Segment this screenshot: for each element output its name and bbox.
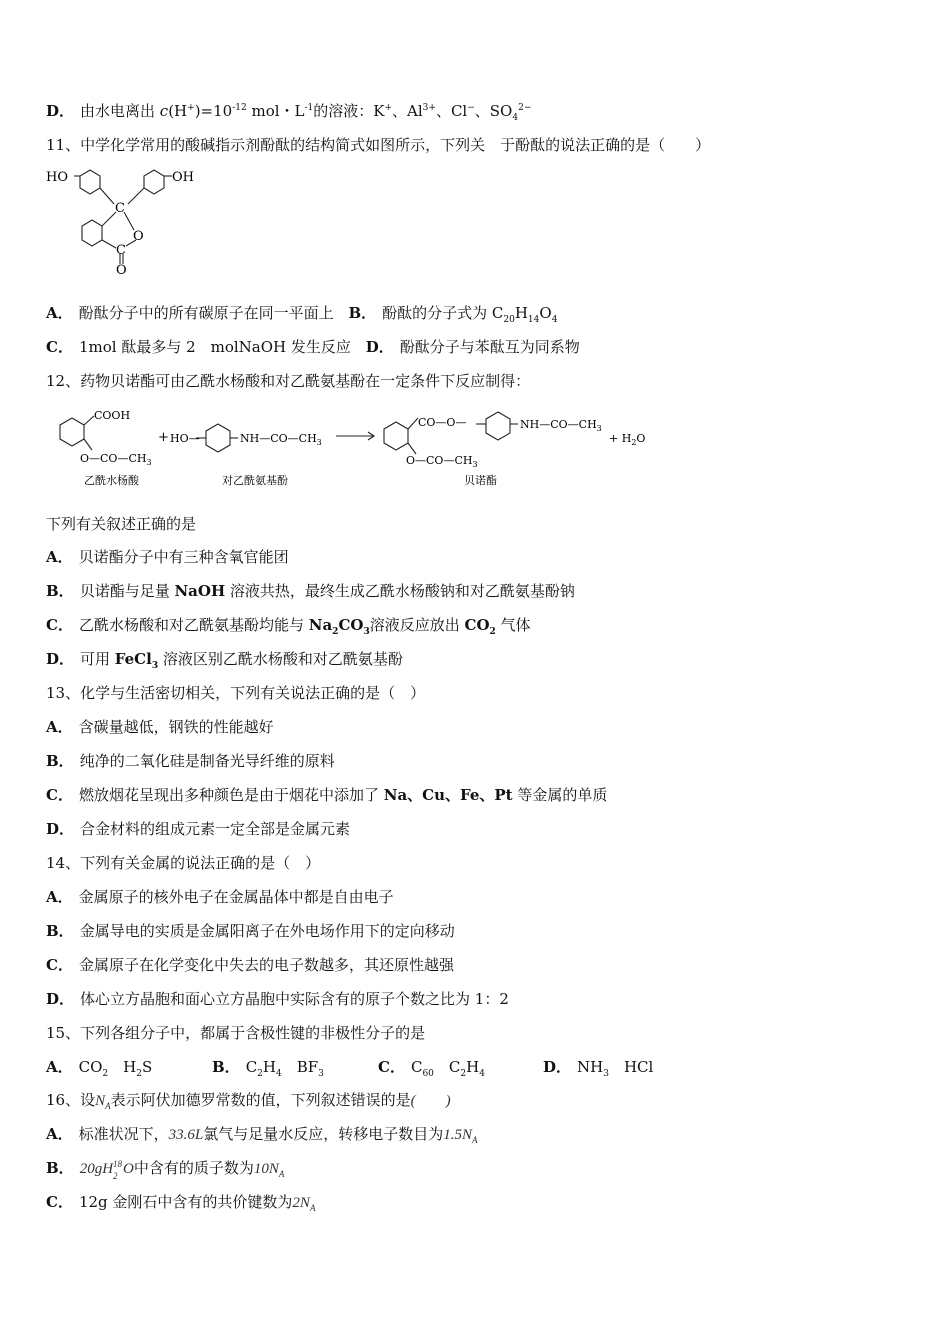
benorilate-reaction-scheme	[44, 404, 644, 490]
q13-option-c: C． 燃放烟花呈现出多种颜色是由于烟花中添加了 Na、Cu、Fe、Pt 等金属的单质	[46, 786, 608, 804]
q13-stem: 13、化学与生活密切相关，下列有关说法正确的是（ ）	[46, 684, 426, 702]
q12-intro: 下列有关叙述正确的是	[46, 515, 197, 533]
central-carbon-label: C	[115, 201, 125, 216]
q14-stem: 14、下列有关金属的说法正确的是（ ）	[46, 854, 321, 872]
q11-options-ab: A． 酚酞分子中的所有碳原子在同一平面上 B． 酚酞的分子式为 $C_{20}H_{14}O_4$	[46, 304, 558, 325]
phenolphthalein-structure	[44, 164, 204, 279]
q13-option-a: A． 含碳量越低，钢铁的性能越好	[46, 718, 274, 736]
reactant-name-2: 对乙酰氨基酚	[222, 474, 288, 487]
q12-option-c: C． 乙酰水杨酸和对乙酰氨基酚均能与 $Na_2CO_3$溶液反应放出 $CO_2$ 气体	[46, 616, 531, 637]
ring-oxygen-label: O	[133, 229, 144, 244]
cooh-group: COOH	[94, 409, 131, 422]
q12-option-a: A． 贝诺酯分子中有三种含氧官能团	[46, 548, 289, 566]
q14-option-d: D． 体心立方晶胞和面心立方晶胞中实际含有的原子个数之比为 1：2	[46, 990, 509, 1008]
q15-option-d: D． $NH_3$ HCl	[543, 1058, 654, 1079]
q14-option-c: C． 金属原子在化学变化中失去的电子数越多，其还原性越强	[46, 956, 454, 974]
q14-option-b: B． 金属导电的实质是金属阳离子在外电场作用下的定向移动	[46, 922, 455, 940]
carbonyl-carbon-label: C	[116, 243, 126, 258]
q15-option-c: C． $C_{60}$ $C_2H_4$	[378, 1058, 485, 1079]
q13-option-b: B． 纯净的二氧化硅是制备光导纤维的原料	[46, 752, 335, 770]
ester-linkage: CO—O—	[418, 416, 467, 429]
carbonyl-oxygen-label: O	[116, 263, 127, 278]
hydroxy-group: HO—	[170, 432, 200, 445]
oh-label: OH	[172, 170, 194, 185]
acetamido-group-2: $NH—CO—CH_3$	[520, 418, 602, 433]
reactant-name-1: 乙酰水杨酸	[84, 474, 139, 487]
q10-option-d: D． 由水电离出 $c(H^+)=10^{-12}$ mol・$L^{-1}$的溶液：K+、$Al^{3+}$、Cl−、$SO_4^{2-}$	[46, 102, 532, 123]
product-name: 贝诺酯	[464, 474, 497, 487]
q11-stem: 11、中学化学常用的酸碱指示剂酚酞的结构简式如图所示，下列关 于酚酞的说法正确的是（ ）	[46, 136, 711, 154]
q14-option-a: A． 金属原子的核外电子在金属晶体中都是自由电子	[46, 888, 394, 906]
q13-option-d: D． 合金材料的组成元素一定全部是金属元素	[46, 820, 351, 838]
acetoxy-group-1: $O—CO—CH_3$	[80, 452, 152, 467]
q16-option-c: C． 12g 金刚石中含有的共价键数为$2N_A$	[46, 1193, 316, 1213]
water-product: + $H_2O$	[609, 432, 646, 447]
q15-option-a: A． $CO_2$ $H_2S$	[46, 1058, 153, 1079]
q12-option-b: B． 贝诺酯与足量 NaOH 溶液共热，最终生成乙酰水杨酸钠和对乙酰氨基酚钠	[46, 582, 575, 600]
acetoxy-group-2: $O—CO—CH_3$	[406, 454, 478, 469]
acetamido-group-1: $NH—CO—CH_3$	[240, 432, 322, 447]
plus-sign-1: +	[158, 430, 169, 445]
q15-option-b: B． $C_2H_4$ $BF_3$	[212, 1058, 324, 1079]
q12-stem: 12、药物贝诺酯可由乙酰水杨酸和对乙酰氨基酚在一定条件下反应制得：	[46, 372, 531, 390]
option-label: D．	[46, 102, 75, 120]
ho-label: HO	[46, 170, 68, 185]
q11-options-cd: C． 1mol 酞最多与 2 molNaOH 发生反应 D． 酚酞分子与苯酞互为同系物	[46, 338, 580, 356]
q12-option-d: D． 可用 FeCl$_3$ 溶液区别乙酰水杨酸和对乙酰氨基酚	[46, 650, 403, 671]
q15-stem: 15、下列各组分子中，都属于含极性键的非极性分子的是	[46, 1024, 426, 1042]
q16-stem: 16、设$N_A$表示阿伏加德罗常数的值，下列叙述错误的是( )	[46, 1091, 451, 1111]
q16-option-b: B． 20gH 18 2 O中含有的质子数为$10N_A$	[46, 1159, 285, 1181]
q16-option-a: A． 标准状况下，33.6L氯气与足量水反应，转移电子数目为$1.5N_A$	[46, 1125, 478, 1145]
